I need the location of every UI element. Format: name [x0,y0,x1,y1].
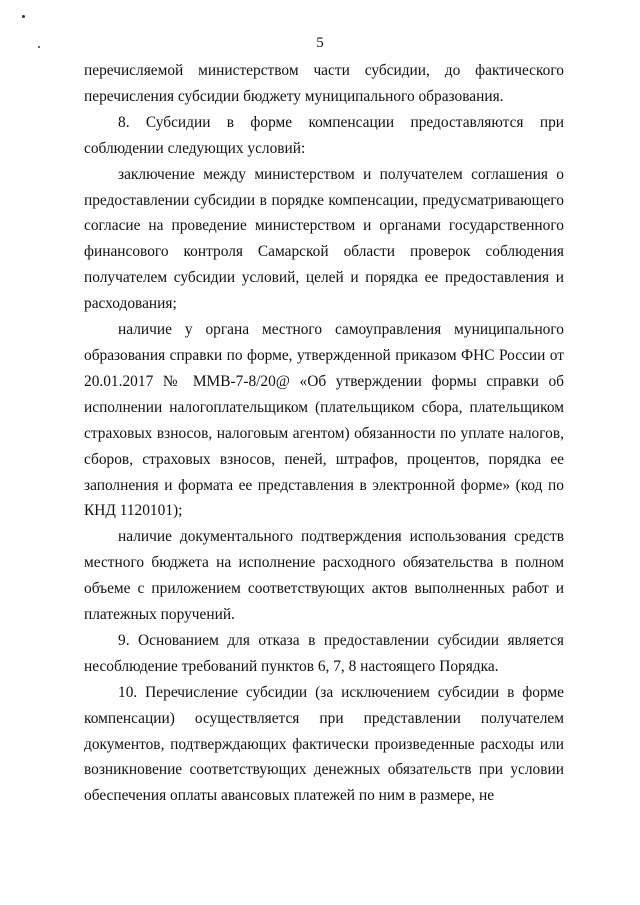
scan-speck [22,15,25,18]
page-number: 5 [316,35,324,51]
paragraph-item-9: 9. Основанием для отказа в предоставлении субсидии является несоблюдение требований пунктов 6, 7, 8 настоящего Порядка. [84,631,564,675]
paragraph-condition-documents: наличие документального подтверждения использования средств местного бюджета на исполнение расходного обязательства в полном объеме с приложением соответствующих актов выполненных работ и платежных поручений. [84,528,564,624]
paragraph-condition-agreement: заключение между министерством и получателем соглашения о предоставлении субсидии в порядке компенсации, предусматривающего согласие на проведение министерством и органами государственного финансового контроля Самарской области проверок соблюдения получателем субсидии условий, целей и порядка ее предоставления и расходования; [84,165,564,313]
paragraph-condition-certificate: наличие у органа местного самоуправления муниципального образования справки по форме, утвержденной приказом ФНС России от 20.01.2017 № ММВ-7-8/20@ «Об утверждении формы справки об исполнении налогоплательщиком (плательщиком сбора, плательщиком страховых взносов, налоговым агентом) обязанности по уплате налогов, сборов, страховых взносов, пеней, штрафов, процентов, порядка ее заполнения и формата ее представления в электронной форме» (код по КНД 1120101); [84,321,564,520]
paragraph-item-10: 10. Перечисление субсидии (за исключением субсидии в форме компенсации) осуществляется при представлении получателем документов, подтверждающих фактически произведенные расходы или возникновение соответствующих денежных обязательств при условии обеспечения оплаты авансовых платежей по ним в размере, не [84,683,564,805]
document-body [84,58,564,809]
paragraph-continuation: перечисляемой министерством части субсидии, до фактического перечисления субсидии бюджету муниципального образования. [84,62,564,105]
paragraph-item-8: 8. Субсидии в форме компенсации предоставляются при соблюдении следующих условий: [84,113,564,157]
